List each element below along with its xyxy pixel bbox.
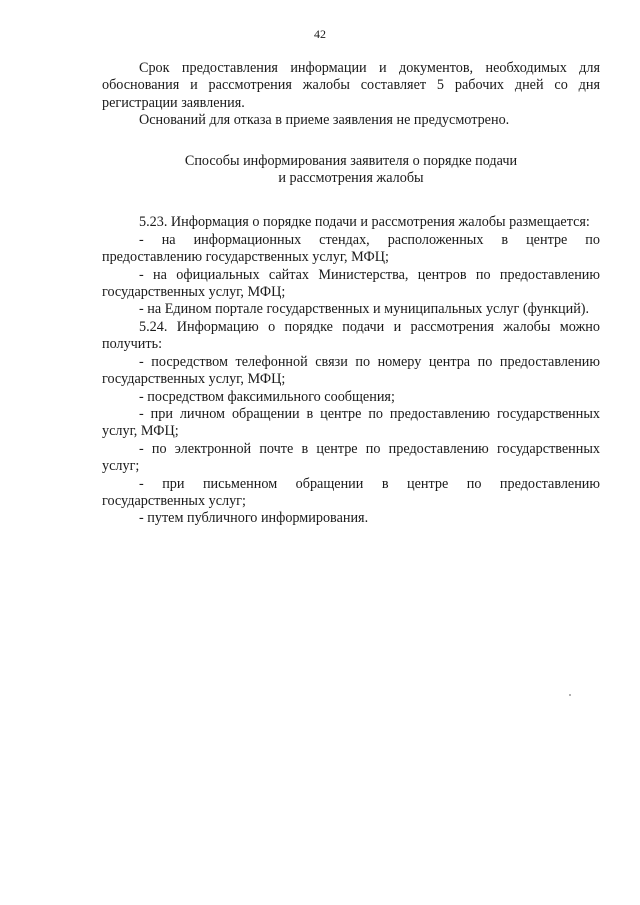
scan-speck bbox=[569, 694, 571, 696]
page-content bbox=[102, 60, 600, 528]
paragraph-no-refusal: Оснований для отказа в приеме заявления не предусмотрено. bbox=[139, 112, 510, 129]
clause-5-24-item: - посредством факсимильного сообщения; bbox=[139, 388, 395, 405]
section-title-line-1: Способы информирования заявителя о порядке подачи bbox=[184, 152, 518, 169]
clause-5-24-item: - при личном обращении в центре по предоставлению государственных услуг, МФЦ; bbox=[102, 405, 600, 440]
clause-5-24-item: - посредством телефонной связи по номеру центра по предоставлению государственных услуг, МФЦ; bbox=[102, 353, 600, 388]
section-title-line-2: и рассмотрения жалобы bbox=[278, 170, 424, 187]
clause-5-24-intro: 5.24. Информацию о порядке подачи и рассмотрения жалобы можно получить: bbox=[102, 318, 600, 353]
clause-5-23-item: - на Едином портале государственных и муниципальных услуг (функций). bbox=[139, 301, 590, 318]
clause-5-23-intro: 5.23. Информация о порядке подачи и рассмотрения жалобы размещается: bbox=[139, 214, 590, 231]
clause-5-24-item: - при письменном обращении в центре по предоставлению государственных услуг; bbox=[102, 475, 600, 509]
clause-5-23-item: - на информационных стендах, расположенных в центре по предоставлению государственных услуг, МФЦ; bbox=[102, 231, 600, 266]
page-number: 42 bbox=[314, 27, 326, 41]
clause-5-24-item: - путем публичного информирования. bbox=[139, 510, 369, 527]
paragraph-deadline: Срок предоставления информации и документов, необходимых для обоснования и рассмотрения жалобы составляет 5 рабочих дней со дня регистрации заявления. bbox=[102, 60, 600, 111]
clause-5-23-item: - на официальных сайтах Министерства, центров по предоставлению государственных услуг, МФЦ; bbox=[102, 266, 600, 301]
clause-5-24-item: - по электронной почте в центре по предоставлению государственных услуг; bbox=[102, 440, 600, 475]
section-title bbox=[102, 153, 600, 188]
